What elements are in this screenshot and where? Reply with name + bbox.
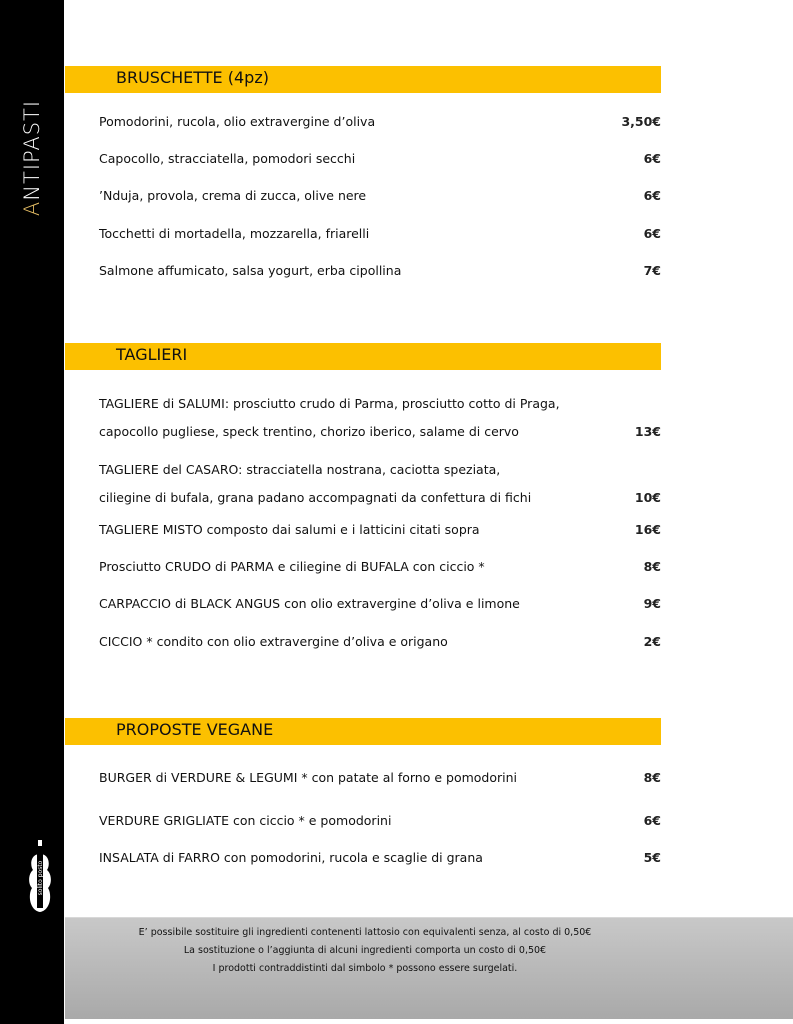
item-description-line2: ciliegine di bufala, grana padano accompagnati da confettura di fichi (99, 490, 532, 505)
category-title (20, 100, 44, 216)
item-description: Salmone affumicato, salsa yogurt, erba cipollina (99, 263, 402, 278)
item-price: 6€ (643, 151, 661, 166)
section-title: PROPOSTE VEGANE (116, 720, 274, 739)
item-description: ’Nduja, provola, crema di zucca, olive nere (99, 188, 367, 203)
section-header-proposte-vegane (65, 718, 661, 745)
item-description: CARPACCIO di BLACK ANGUS con olio extravergine d’oliva e limone (99, 596, 520, 611)
footer-notes-box (65, 917, 793, 1019)
menu-item (99, 390, 661, 446)
section-header-taglieri (65, 343, 661, 370)
item-price: 13€ (634, 424, 661, 439)
item-description: INSALATA di FARRO con pomodorini, rucola e scaglie di grana (99, 850, 483, 865)
item-price: 9€ (643, 596, 661, 611)
menu-item (99, 114, 661, 130)
item-description: TAGLIERE MISTO composto dai salumi e i latticini citati sopra (99, 522, 480, 537)
item-description: Capocollo, stracciatella, pomodori secchi (99, 151, 356, 166)
item-price: 16€ (634, 522, 661, 537)
item-price: 10€ (634, 490, 661, 505)
item-description: VERDURE GRIGLIATE con ciccio * e pomodorini (99, 813, 392, 828)
menu-item (99, 263, 661, 279)
menu-item (99, 522, 661, 538)
category-title-initial: A (20, 200, 44, 217)
item-description: Prosciutto CRUDO di PARMA e ciliegine di BUFALA con ciccio * (99, 559, 485, 574)
item-price: 7€ (643, 263, 661, 278)
menu-item (99, 850, 661, 866)
item-description: CICCIO * condito con olio extravergine d’oliva e origano (99, 634, 448, 649)
item-price: 8€ (643, 559, 661, 574)
section-title: BRUSCHETTE (4pz) (116, 68, 269, 87)
item-price: 6€ (643, 188, 661, 203)
note-frozen-products: I prodotti contraddistinti dal simbolo * possono essere surgelati. (212, 963, 518, 974)
section-title: TAGLIERI (116, 345, 188, 364)
svg-text:solito posto: solito posto (37, 860, 44, 896)
menu-item (99, 456, 661, 512)
menu-item (99, 226, 661, 242)
item-price: 3,50€ (621, 114, 661, 129)
item-price: 5€ (643, 850, 661, 865)
item-price: 2€ (643, 634, 661, 649)
section-header-bruschette (65, 66, 661, 93)
note-lactose: E’ possibile sostituire gli ingredienti contenenti lattosio con equivalenti senza, al costo di 0,50€ (138, 927, 592, 938)
item-price: 8€ (643, 770, 661, 785)
violin-logo-icon (26, 840, 54, 916)
menu-item (99, 770, 661, 786)
sidebar (0, 0, 64, 1024)
item-description: Pomodorini, rucola, olio extravergine d’oliva (99, 114, 376, 129)
note-substitution-cost: La sostituzione o l’aggiunta di alcuni ingredienti comporta un costo di 0,50€ (183, 945, 547, 956)
menu-item (99, 151, 661, 167)
footer-notes (65, 924, 665, 978)
item-price: 6€ (643, 813, 661, 828)
item-description: BURGER di VERDURE & LEGUMI * con patate al forno e pomodorini (99, 770, 517, 785)
item-description-line1: TAGLIERE del CASARO: stracciatella nostrana, caciotta speziata, (99, 462, 501, 477)
item-description: Tocchetti di mortadella, mozzarella, friarelli (99, 226, 370, 241)
menu-item (99, 559, 661, 575)
menu-item (99, 634, 661, 650)
item-price: 6€ (643, 226, 661, 241)
menu-item (99, 188, 661, 204)
category-title-rest: NTIPASTI (20, 99, 44, 201)
item-description-line1: TAGLIERE di SALUMI: prosciutto crudo di Parma, prosciutto cotto di Praga, (99, 396, 560, 411)
menu-item (99, 596, 661, 612)
menu-item (99, 813, 661, 829)
item-description-line2: capocollo pugliese, speck trentino, chorizo iberico, salame di cervo (99, 424, 519, 439)
